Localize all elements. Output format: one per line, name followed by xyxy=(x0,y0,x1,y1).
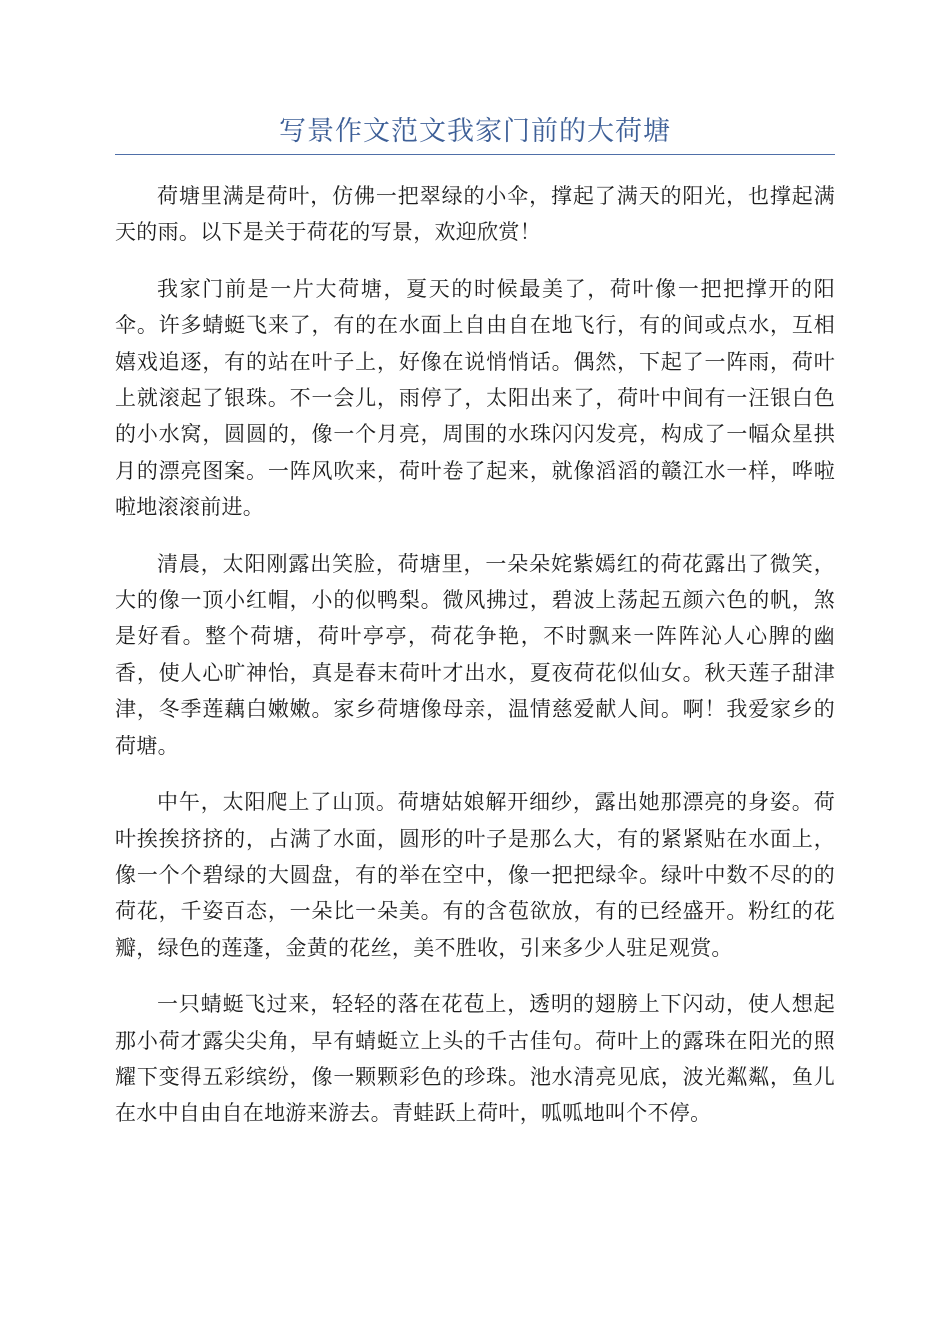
paragraph-dragonfly: 一只蜻蜓飞过来，轻轻的落在花苞上，透明的翅膀上下闪动，使人想起那小荷才露尖尖角，早有蜻蜓立上头的千古佳句。荷叶上的露珠在阳光的照耀下变得五彩缤纷，像一颗颗彩色的珍珠。池水清亮见底，波光粼粼，鱼儿在水中自由自在地游来游去。青蛙跃上荷叶，呱呱地叫个不停。 xyxy=(115,992,835,1126)
paragraph-morning: 清晨，太阳刚露出笑脸，荷塘里，一朵朵姹紫嫣红的荷花露出了微笑，大的像一顶小红帽，小的似鸭梨。微风拂过，碧波上荡起五颜六色的帆，煞是好看。整个荷塘，荷叶亭亭，荷花争艳，不时飘来一阵阵沁人心脾的幽香，使人心旷神怡，真是春末荷叶才出水，夏夜荷花似仙女。秋天莲子甜津津，冬季莲藕白嫩嫩。家乡荷塘像母亲，温情慈爱献人间。啊！我爱家乡的荷塘。 xyxy=(115,551,835,758)
paragraph-intro: 荷塘里满是荷叶，仿佛一把翠绿的小伞，撑起了满天的阳光，也撑起满天的雨。以下是关于荷花的写景，欢迎欣赏！ xyxy=(115,184,835,245)
document-body xyxy=(115,178,835,1152)
paragraph-summer-pond: 我家门前是一片大荷塘，夏天的时候最美了，荷叶像一把把撑开的阳伞。许多蜻蜓飞来了，有的在水面上自由自在地飞行，有的间或点水，互相嬉戏追逐，有的站在叶子上，好像在说悄悄话。偶然，下起了一阵雨，荷叶上就滚起了银珠。不一会儿，雨停了，太阳出来了，荷叶中间有一汪银白色的小水窝，圆圆的，像一个月亮，周围的水珠闪闪发亮，构成了一幅众星拱月的漂亮图案。一阵风吹来，荷叶卷了起来，就像滔滔的赣江水一样，哗啦啦地滚滚前进。 xyxy=(115,276,835,520)
title-underline xyxy=(115,154,835,155)
paragraph-noon: 中午，太阳爬上了山顶。荷塘姑娘解开细纱，露出她那漂亮的身姿。荷叶挨挨挤挤的，占满了水面，圆形的叶子是那么大，有的紧紧贴在水面上，像一个个碧绿的大圆盘，有的举在空中，像一把把绿伞。绿叶中数不尽的的荷花，千姿百态，一朵比一朵美。有的含苞欲放，有的已经盛开。粉红的花瓣，绿色的莲蓬，金黄的花丝，美不胜收，引来多少人驻足观赏。 xyxy=(115,790,835,960)
document-title: 写景作文范文我家门前的大荷塘 xyxy=(279,116,671,147)
